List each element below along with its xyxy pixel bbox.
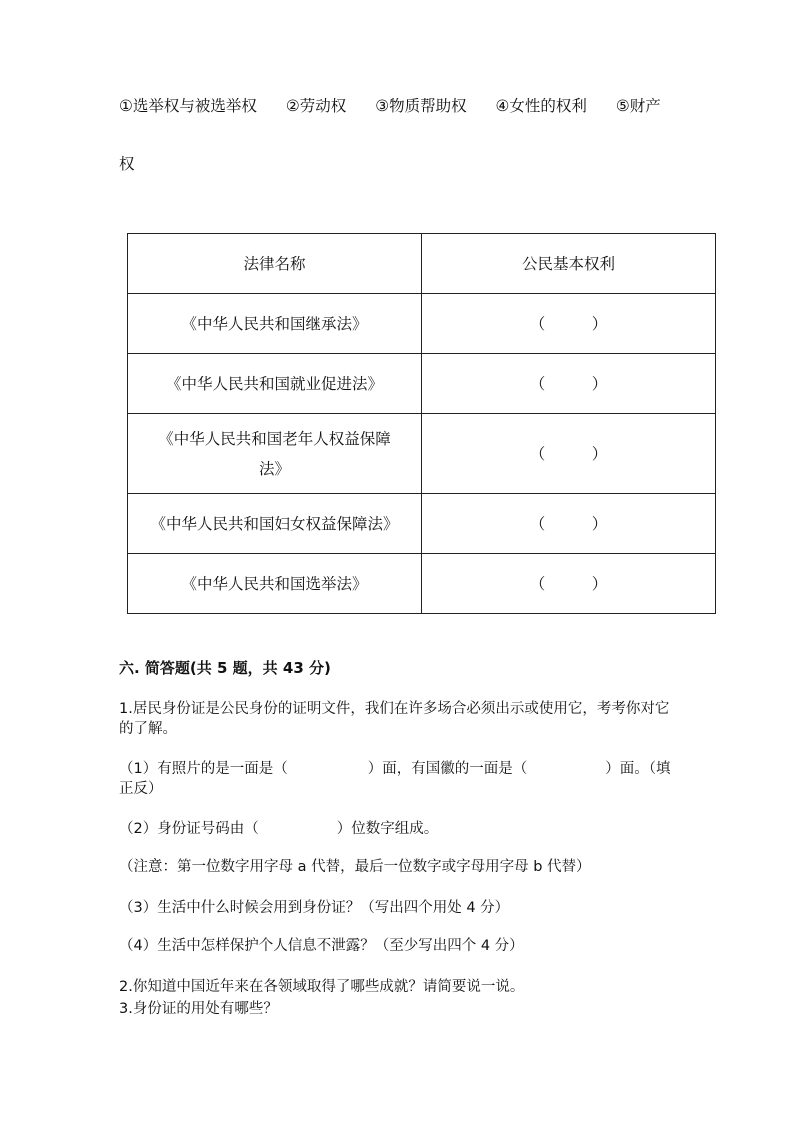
- answer-blank-cell[interactable]: （ ）: [422, 494, 716, 554]
- table-row: [128, 554, 716, 614]
- question-text: （2）身份证号码由（: [119, 821, 259, 837]
- law-name-cell: 《中华人民共和国妇女权益保障法》: [128, 494, 422, 554]
- law-name-cell: 《中华人民共和国就业促进法》: [128, 354, 422, 414]
- question-text: （1）有照片的是一面是（: [119, 761, 288, 777]
- answer-blank-cell[interactable]: （ ）: [422, 354, 716, 414]
- question-text: ）面。（填正反）: [119, 761, 671, 797]
- question-note: （注意：第一位数字用字母 a 代替，最后一位数字或字母用字母 b 代替）: [119, 859, 591, 875]
- law-name-line: 《中华人民共和国老年人权益保障: [158, 429, 391, 448]
- question-1-part-2: [119, 819, 438, 839]
- question-1-text: 1.居民身份证是公民身份的证明文件，我们在许多场合必须出示或使用它，考考你对它的了解。: [119, 701, 670, 737]
- table-row: [128, 494, 716, 554]
- law-name-line: 法》: [258, 459, 290, 478]
- law-rights-table: [127, 233, 716, 614]
- option-item: ②劳动权: [285, 97, 347, 115]
- table-row: [128, 294, 716, 354]
- question-3-text: 3.身份证的用处有哪些？: [119, 1001, 278, 1017]
- question-1-part-3: （3）生活中什么时候会用到身份证？（写出四个用处 4 分）: [119, 900, 510, 916]
- question-1-part-4: （4）生活中怎样保护个人信息不泄露？（至少写出四个 4 分）: [119, 938, 524, 954]
- law-name-cell: 《中华人民共和国继承法》: [128, 294, 422, 354]
- law-name-cell: [128, 414, 422, 494]
- table-row: [128, 414, 716, 494]
- section-title: 六. 简答题(共 5 题，共 43 分): [119, 659, 331, 677]
- rights-options-list: [119, 96, 661, 116]
- table-row: [128, 354, 716, 414]
- header-basic-rights: 公民基本权利: [422, 234, 716, 294]
- question-text: ）面，有国徽的一面是（: [367, 761, 528, 777]
- question-1-part-1: [119, 759, 679, 799]
- table-header-row: [128, 234, 716, 294]
- answer-blank-cell[interactable]: （ ）: [422, 554, 716, 614]
- answer-blank-cell[interactable]: （ ）: [422, 414, 716, 494]
- law-name-cell: 《中华人民共和国选举法》: [128, 554, 422, 614]
- option-wrap-text: 权: [119, 155, 135, 173]
- option-item: ①选举权与被选举权: [119, 97, 257, 115]
- header-law-name: 法律名称: [128, 234, 422, 294]
- option-item: ④女性的权利: [495, 97, 587, 115]
- answer-blank-cell[interactable]: （ ）: [422, 294, 716, 354]
- option-item: ③物质帮助权: [375, 97, 467, 115]
- option-item: ⑤财产: [615, 97, 661, 115]
- question-text: ）位数字组成。: [336, 821, 439, 837]
- question-2-text: 2.你知道中国近年来在各领域取得了哪些成就？请简要说一说。: [119, 979, 525, 995]
